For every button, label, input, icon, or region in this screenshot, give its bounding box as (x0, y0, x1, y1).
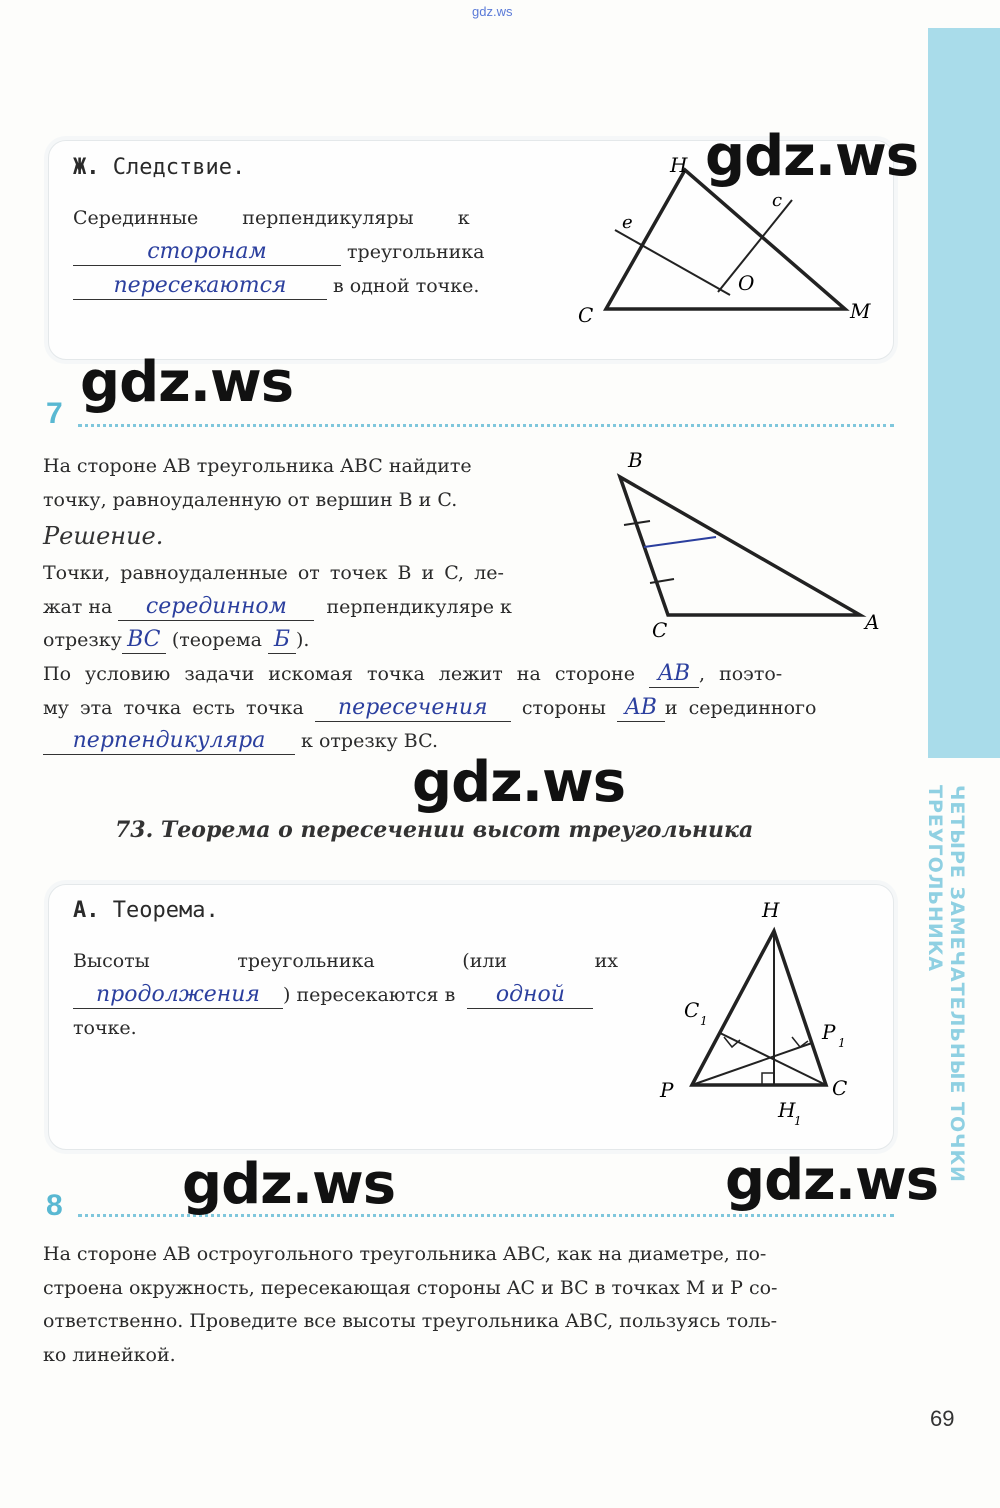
task-7-solution-5 (43, 692, 816, 725)
theorem-letter: А. (73, 898, 100, 923)
answer-segment-bc: BC (122, 627, 166, 654)
right-angle-h1 (762, 1073, 774, 1085)
solution-text-close-paren: ). (296, 629, 310, 651)
task-7-divider (78, 424, 894, 427)
solution-text-point-is: му эта точка есть точка (43, 697, 304, 719)
tick-mark-2 (650, 579, 674, 583)
theorem-line-3: точке. (73, 1017, 137, 1039)
task-7-solution-2 (43, 591, 512, 624)
solution-text-by-condition: По условию задачи искомая точка лежит на стороне (43, 663, 635, 685)
corollary-line-1: Серединные перпендикуляры к (73, 207, 470, 229)
theorem-line-1 (73, 945, 618, 978)
top-watermark: gdz.ws (472, 4, 513, 19)
task-7-figure (600, 445, 900, 645)
solution-text-lie-on: жат на (43, 596, 113, 618)
label-e: e (622, 212, 633, 233)
task-7-solution-1: Точки, равноудаленные от точек B и C, ле- (43, 562, 504, 584)
theorem-answer-one: одной (467, 982, 593, 1009)
solution-text-side: стороны (521, 697, 606, 719)
solution-text-perpendicular: перпендикуляре к (326, 596, 512, 618)
chapter-sidebar-tab (928, 28, 1000, 758)
label-a: A (865, 610, 880, 634)
label-p1: P (822, 1020, 836, 1044)
theorem-line-2 (73, 979, 593, 1012)
corollary-text-one-point: в одной точке. (333, 275, 480, 297)
corollary-answer-intersect: пересекаются (73, 273, 327, 300)
task-8-line-4: ко линейкой. (43, 1344, 176, 1366)
answer-theorem-letter: Б (268, 627, 296, 654)
corollary-answer-sides: сторонам (73, 239, 341, 266)
corollary-heading (73, 155, 245, 180)
page-number: 69 (930, 1406, 955, 1431)
theorem-text-intersect: ) пересекаются в (283, 984, 456, 1006)
perpendicular-bisector-c (718, 200, 792, 292)
watermark-5: gdz.ws (725, 1148, 939, 1213)
solution-text-theorem: (теорема (171, 629, 262, 651)
task-7-text-1: На стороне AB треугольника ABC найдите (43, 455, 472, 477)
label-c1-sub: 1 (700, 1014, 708, 1028)
label-c: C (578, 303, 594, 327)
answer-median: серединном (118, 594, 314, 621)
label-p: P (660, 1078, 674, 1102)
label-c1: C (684, 998, 700, 1022)
corollary-line-3 (73, 270, 479, 303)
chapter-sidebar-title: ЧЕТЫРЕ ЗАМЕЧАТЕЛЬНЫЕ ТОЧКИ ТРЕУГОЛЬНИКА (924, 785, 968, 1183)
task-7-solution-label: Решение. (43, 522, 164, 550)
label-p1-sub: 1 (838, 1036, 846, 1050)
theorem-answer-extensions: продолжения (73, 982, 283, 1009)
task-7-solution-4 (43, 658, 782, 691)
theorem-figure (650, 895, 880, 1135)
task-7-text-2: точку, равноудаленную от вершин B и C. (43, 489, 458, 511)
watermark-2: gdz.ws (80, 350, 294, 415)
corollary-word: Следствие. (112, 155, 246, 180)
label-h1-sub: 1 (794, 1114, 802, 1128)
solution-text-to-segment-bc: к отрезку BC. (301, 730, 438, 752)
theorem-word-or: (или (462, 950, 508, 972)
theorem-word: Теорема. (112, 898, 219, 923)
corollary-letter: Ж. (73, 155, 100, 180)
theorem-word-their: их (594, 950, 618, 972)
solution-text-therefore: , поэто- (699, 663, 783, 685)
label-h: H (670, 153, 688, 177)
label-h-top: H (762, 898, 780, 922)
label-b: B (628, 448, 643, 472)
title-underline (275, 882, 435, 883)
watermark-4: gdz.ws (182, 1152, 396, 1217)
theorem-word-heights: Высоты (73, 950, 150, 972)
section-73-title: 73. Теорема о пересечении высот треугольника (115, 817, 754, 843)
theorem-word-triangle: треугольника (237, 950, 375, 972)
task-7-solution-6 (43, 725, 438, 758)
label-c7: C (652, 618, 668, 642)
task-7-number: 7 (46, 397, 63, 430)
task-7-solution-3 (43, 624, 309, 657)
perpendicular-mark (644, 537, 716, 547)
theorem-heading (73, 898, 219, 923)
answer-side-ab: AB (649, 661, 699, 688)
triangle-chm (606, 170, 845, 309)
label-m: M (850, 299, 871, 323)
solution-text-segment: отрезку (43, 629, 122, 651)
watermark-3: gdz.ws (412, 750, 626, 815)
task-8-line-1: На стороне AB остроугольного треугольника ABC, как на диаметре, по- (43, 1243, 767, 1265)
solution-text-and-median: и серединного (664, 697, 817, 719)
task-8-line-3: ответственно. Проведите все высоты треугольника ABC, пользуясь толь- (43, 1310, 778, 1332)
answer-perpendicular: перпендикуляра (43, 728, 295, 755)
label-h1: H (778, 1098, 796, 1122)
watermark-1: gdz.ws (705, 124, 919, 189)
label-o: O (738, 271, 755, 295)
task-8-number: 8 (46, 1189, 63, 1222)
corollary-line-2 (73, 236, 484, 269)
answer-intersection: пересечения (315, 695, 511, 722)
task-8-line-2: строена окружность, пересекающая стороны AC и BC в точках M и P со- (43, 1277, 778, 1299)
label-c-right: C (832, 1076, 848, 1100)
label-c-line: c (772, 190, 783, 211)
answer-side-ab-2: AB (617, 695, 665, 722)
corollary-text-triangle: треугольника (347, 241, 485, 263)
